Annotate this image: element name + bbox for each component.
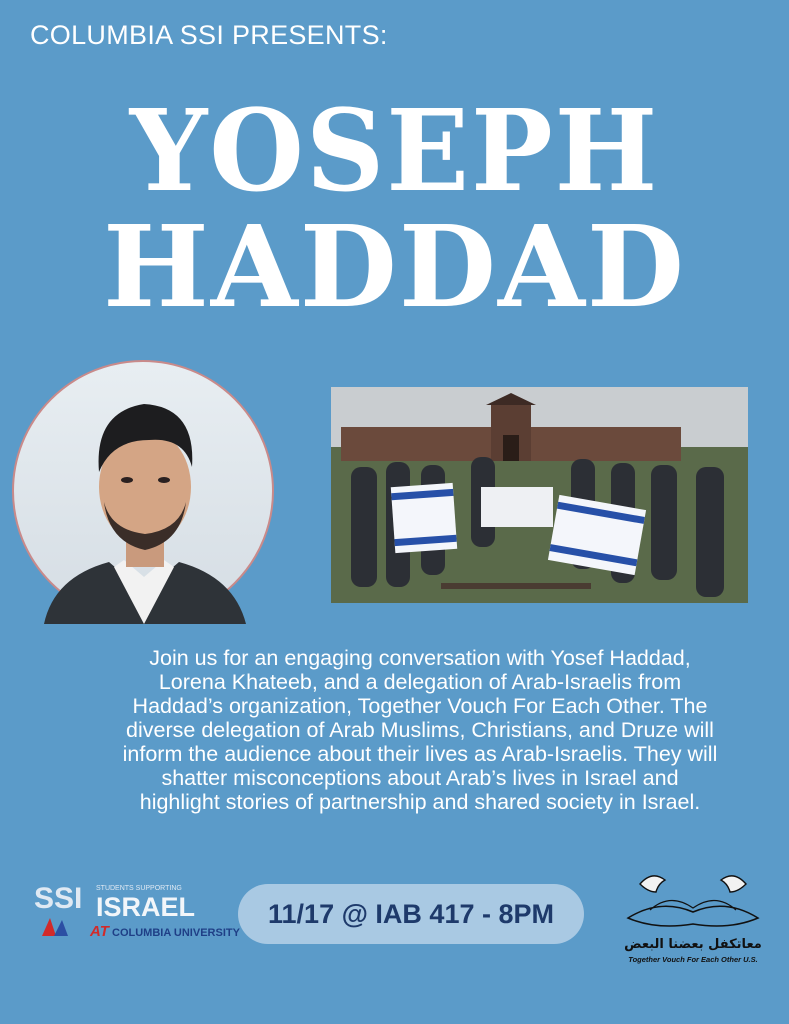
together-vouch-logo xyxy=(610,862,776,970)
ssi-emblem-icon xyxy=(42,918,56,936)
speaker-last-name: HADDAD xyxy=(103,202,686,333)
ssi-university-text: COLUMBIA UNIVERSITY xyxy=(112,927,240,939)
portrait-illustration xyxy=(14,362,276,624)
ssi-text: SSI xyxy=(34,882,83,915)
ssi-israel-text: ISRAEL xyxy=(96,892,196,922)
speaker-first-name: YOSEPH xyxy=(129,86,660,217)
presents-heading: COLUMBIA SSI PRESENTS: xyxy=(30,20,388,50)
event-description: Join us for an engaging conversation with Yosef Haddad, Lorena Khateeb, and a delegation of Arab-Israelis from Haddad’s organization, Together Vouch For Each Other. The diverse delegation of Arab Muslims, Christians, and Druze will inform the audience about their lives as Arab-Israelis. They will shatter misconceptions about Arab’s lives in Israel and highlight stories of partnership and shared society in Israel. xyxy=(122,646,718,814)
hands-icon xyxy=(628,906,758,926)
tv-english-text: Together Vouch For Each Other U.S. xyxy=(628,955,758,964)
event-details-badge: 11/17 @ IAB 417 - 8PM xyxy=(238,884,584,944)
ssi-columbia-logo xyxy=(34,880,240,942)
delegation-photo xyxy=(331,387,748,603)
tv-arabic-text: معاتكفل بعضنا البعض xyxy=(624,937,762,952)
speaker-portrait xyxy=(12,360,274,622)
ssi-at-text: AT xyxy=(90,923,109,940)
ssi-supporting-text: STUDENTS SUPPORTING xyxy=(96,885,182,892)
doves-icon xyxy=(640,876,746,892)
delegation-photo-illustration xyxy=(331,387,748,603)
